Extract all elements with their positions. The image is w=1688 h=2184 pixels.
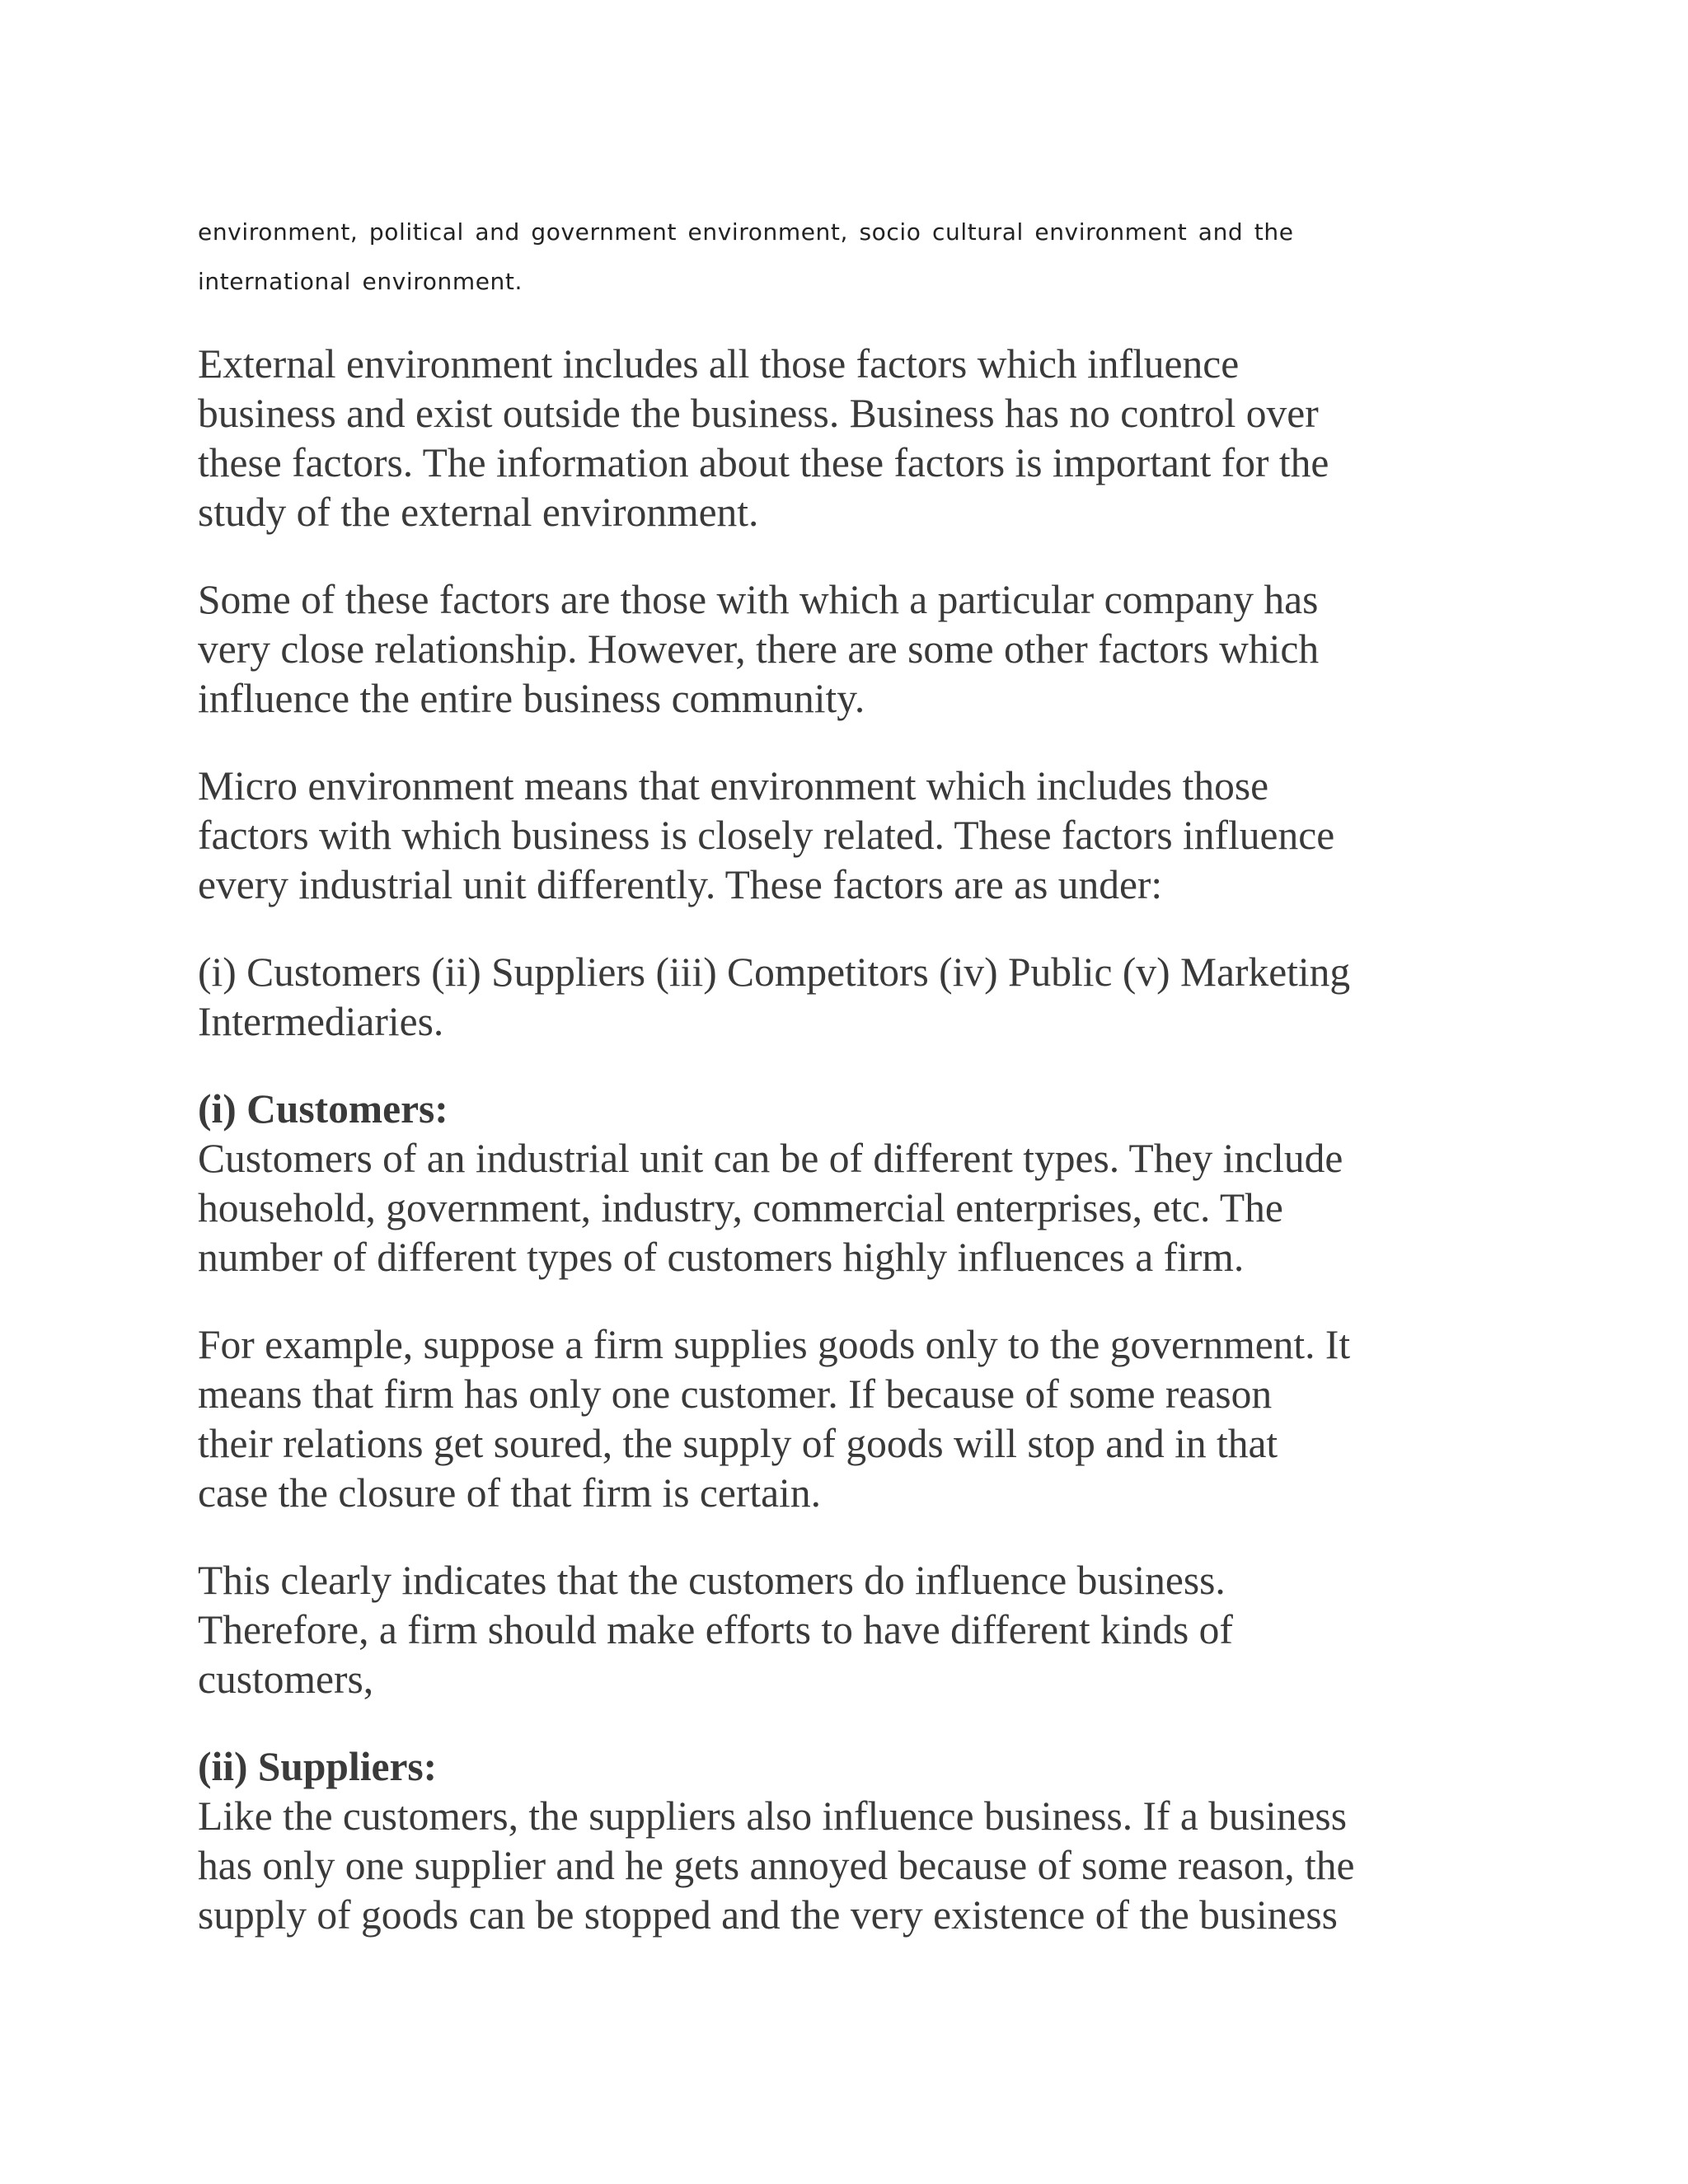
text-line: supply of goods can be stopped and the very existence of the business [198, 1892, 1338, 1938]
text-line: study of the external environment. [198, 490, 759, 535]
text-line: Some of these factors are those with which a particular company has [198, 577, 1319, 622]
factors-list-paragraph [198, 948, 1517, 1047]
suppliers-paragraph [198, 1792, 1517, 1940]
text-line: factors with which business is closely related. These factors influence [198, 813, 1335, 858]
external-environment-paragraph [198, 340, 1517, 537]
text-line: This clearly indicates that the customers do influence business. [198, 1558, 1226, 1603]
text-line: their relations get soured, the supply of goods will stop and in that [198, 1421, 1278, 1466]
text-line: environment, political and government environment, socio cultural environment and the [198, 218, 1294, 246]
factors-relationship-paragraph [198, 575, 1517, 724]
text-line: influence the entire business community. [198, 676, 865, 721]
text-line: case the closure of that firm is certain. [198, 1470, 821, 1516]
suppliers-heading: (ii) Suppliers: [198, 1744, 438, 1789]
text-line: has only one supplier and he gets annoyed because of some reason, the [198, 1843, 1355, 1888]
text-line: (i) Customers (ii) Suppliers (iii) Competitors (iv) Public (v) Marketing [198, 949, 1351, 995]
intro-paragraph [198, 208, 1517, 307]
text-line: every industrial unit differently. These factors are as under: [198, 862, 1163, 907]
text-line: means that firm has only one customer. If because of some reason [198, 1371, 1273, 1417]
text-line: For example, suppose a firm supplies goods only to the government. It [198, 1322, 1351, 1367]
text-line: Customers of an industrial unit can be of different types. They include [198, 1136, 1343, 1181]
micro-environment-paragraph [198, 762, 1517, 910]
customers-types-paragraph [198, 1134, 1517, 1282]
customers-conclusion-paragraph [198, 1556, 1517, 1704]
text-line: these factors. The information about these factors is important for the [198, 440, 1329, 485]
text-line: number of different types of customers highly influences a firm. [198, 1235, 1245, 1280]
text-line: Therefore, a firm should make efforts to have different kinds of [198, 1607, 1233, 1652]
text-line: household, government, industry, commercial enterprises, etc. The [198, 1185, 1283, 1230]
customers-heading: (i) Customers: [198, 1086, 448, 1132]
customers-example-paragraph [198, 1320, 1517, 1518]
text-line: Like the customers, the suppliers also influence business. If a business [198, 1793, 1347, 1839]
text-line: External environment includes all those factors which influence [198, 341, 1240, 387]
text-line: business and exist outside the business. Business has no control over [198, 391, 1319, 436]
document-body [198, 208, 1517, 1978]
text-line: Intermediaries. [198, 999, 444, 1044]
text-line: Micro environment means that environment which includes those [198, 763, 1269, 808]
text-line: international environment. [198, 268, 523, 295]
text-line: customers, [198, 1657, 374, 1702]
text-line: very close relationship. However, there are some other factors which [198, 626, 1320, 672]
